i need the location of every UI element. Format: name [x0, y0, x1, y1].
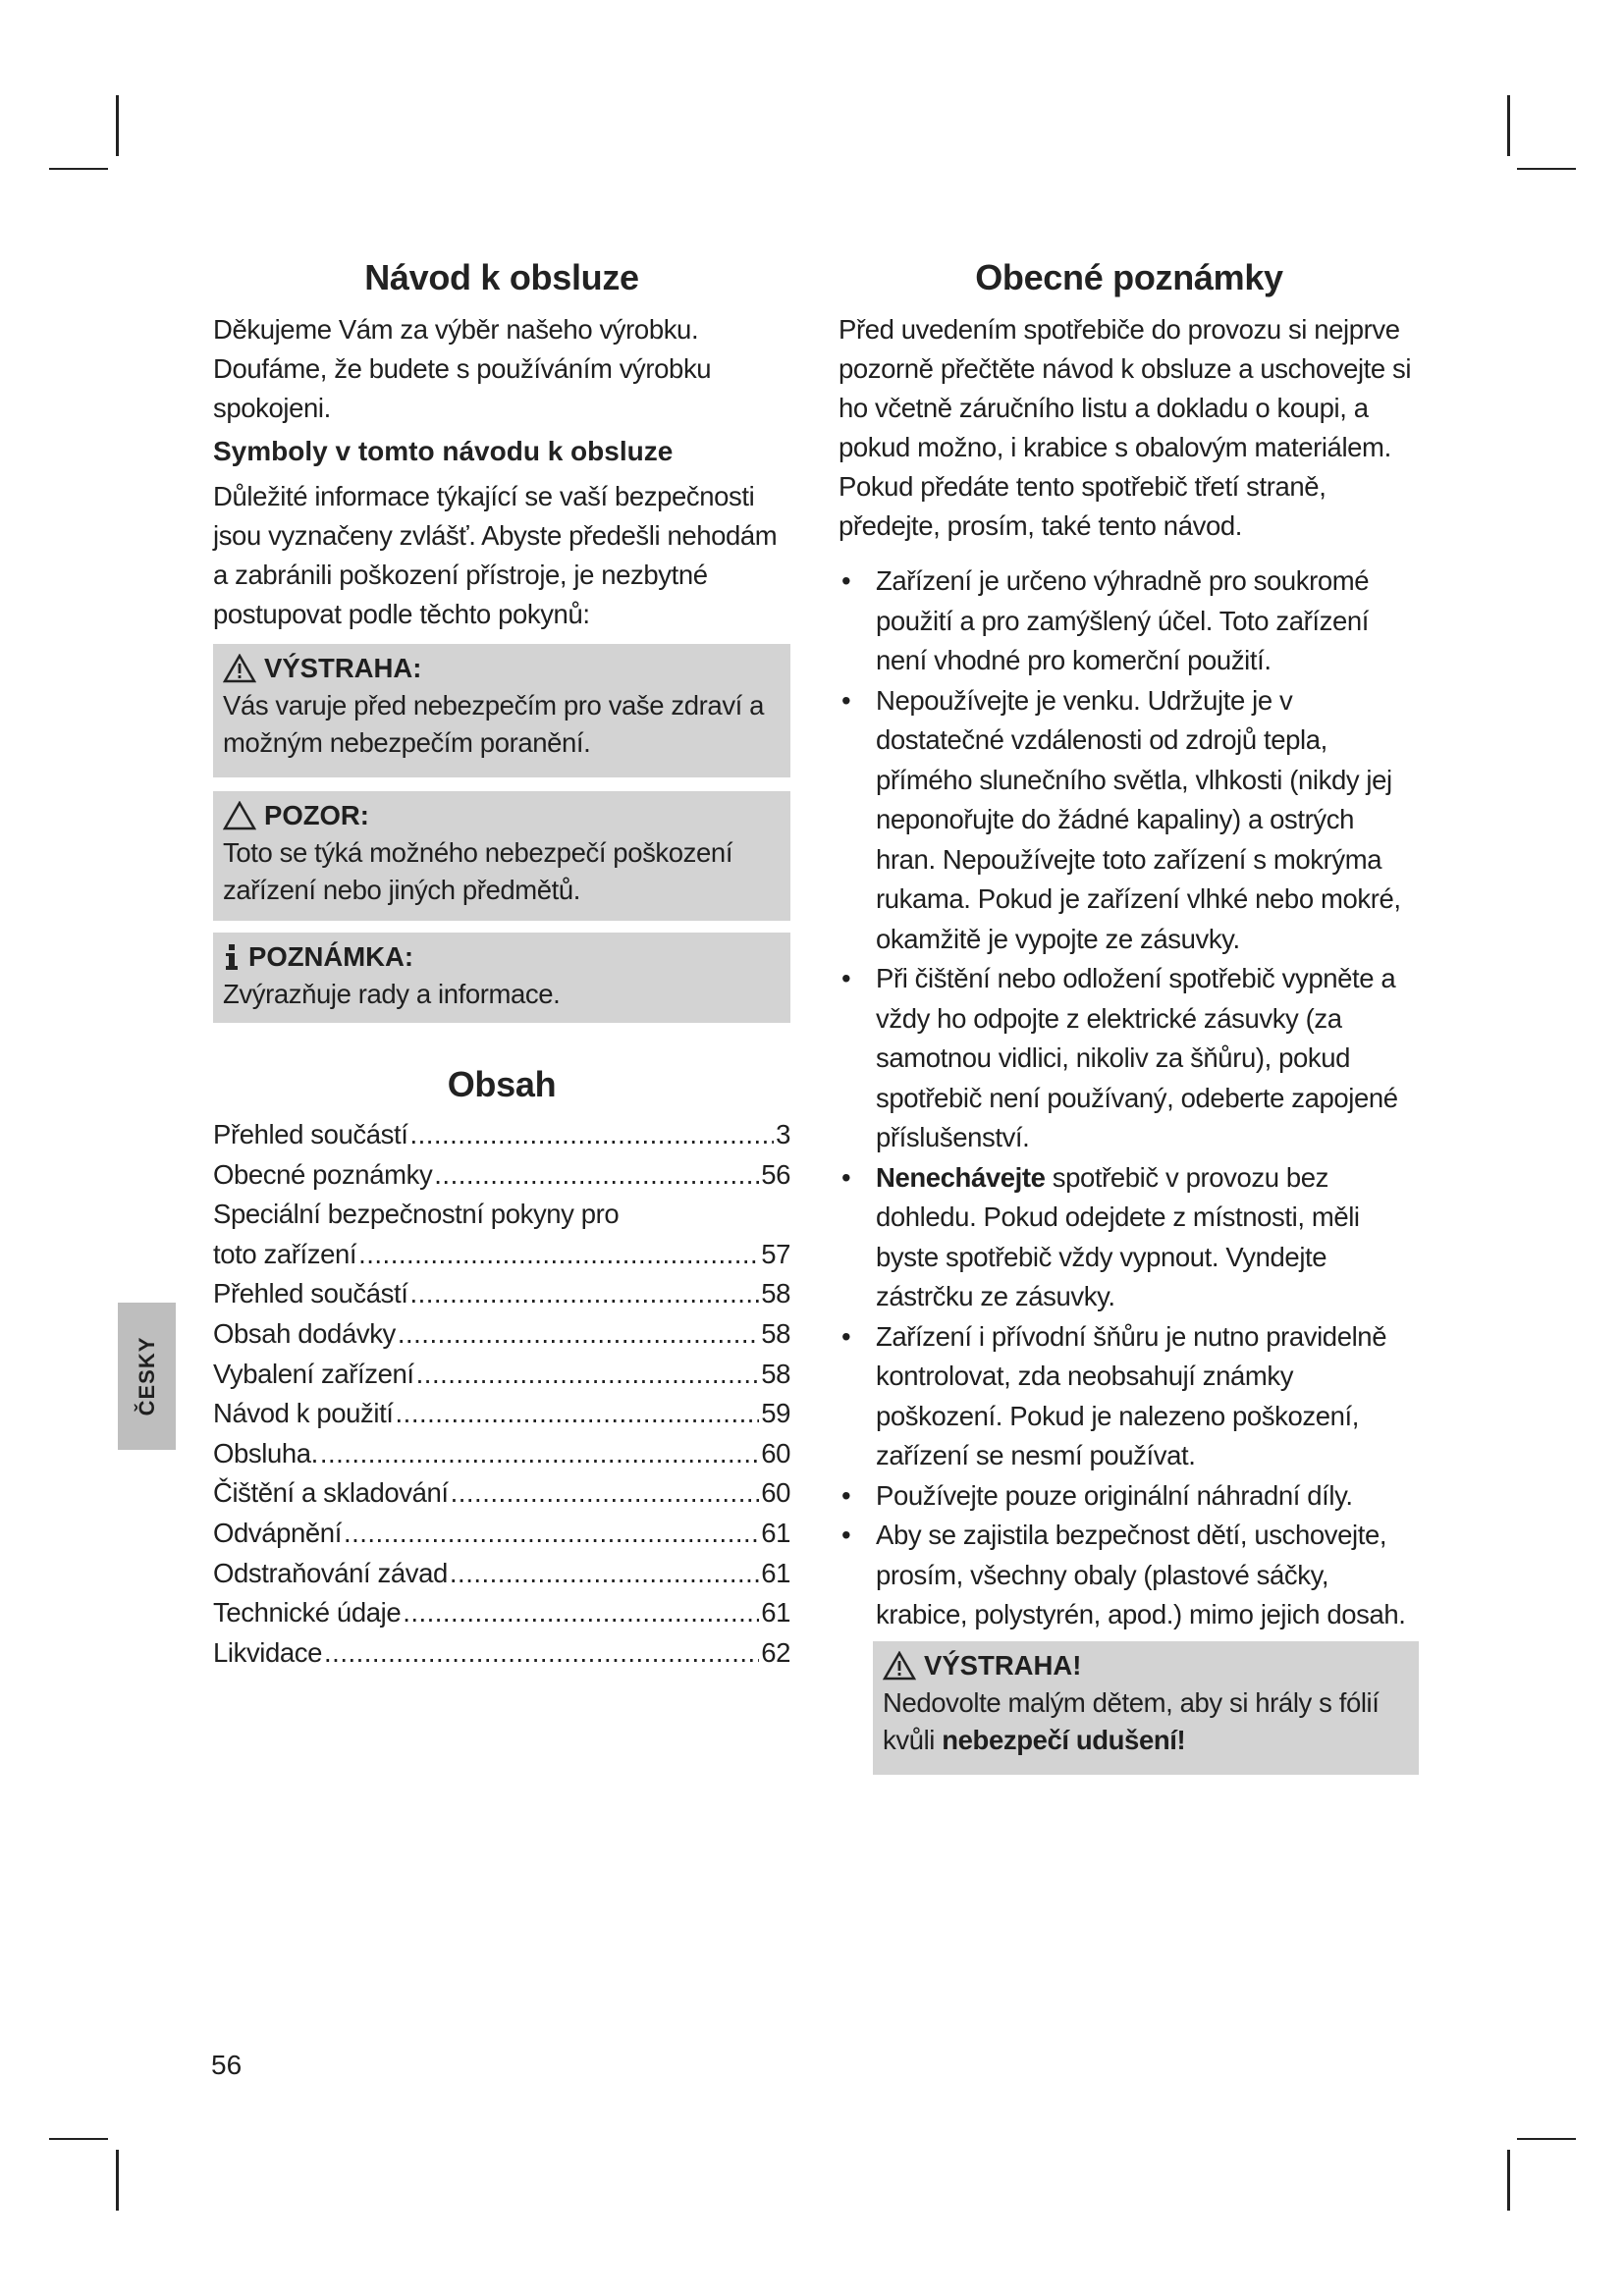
note-box — [213, 933, 790, 1023]
crop-mark — [116, 2150, 119, 2211]
toc-row[interactable]: Vybalení zařízení ..... 58 — [213, 1359, 790, 1399]
list-item: • Nepoužívejte je venku. Udržujte je v dostatečné vzdálenosti od zdrojů tepla, přímého slunečního světla, vlhkosti (nikdy jej neponořujte do žádné kapaliny) a ostrých hran. Nepoužívejte toto zařízení s mokrýma rukama. Pokud je zařízení vlhké nebo mokré, okamžitě je vypojte ze zásuvky. — [839, 681, 1420, 960]
toc-row[interactable]: Čištění a skladování ..... 60 — [213, 1477, 790, 1518]
crop-mark — [116, 95, 119, 156]
warning-title: VÝSTRAHA: — [264, 653, 422, 683]
page-title: Návod k obsluze — [364, 257, 639, 297]
child-warning-title: VÝSTRAHA! — [924, 1650, 1082, 1681]
list-item: • Nenechávejte spotřebič v provozu bez dohledu. Pokud odejdete z místnosti, měli byste spotřebič vždy vypnout. Vyndejte zástrčku ze zásuvky. — [839, 1158, 1420, 1317]
toc-row: Speciální bezpečnostní pokyny pro — [213, 1199, 620, 1230]
warning-icon — [223, 654, 256, 683]
toc-row[interactable]: Přehled součástí ..... 3 — [213, 1119, 790, 1159]
crop-mark — [1507, 95, 1510, 156]
symbols-heading: Symboly v tomto návodu k obsluze — [213, 436, 674, 466]
toc-row[interactable]: Odstraňování závad ..... 61 — [213, 1558, 790, 1598]
toc-row[interactable]: toto zařízení ..... 57 — [213, 1239, 790, 1279]
note-title: POZNÁMKA: — [248, 941, 414, 972]
crop-mark — [1517, 2138, 1576, 2140]
warning-icon — [883, 1651, 916, 1681]
language-tab-label: ČESKY — [134, 1336, 159, 1416]
list-item: • Používejte pouze originální náhradní díly. — [839, 1476, 1420, 1517]
safety-list — [839, 561, 1420, 1635]
table-of-contents — [213, 1119, 790, 1677]
caution-icon — [223, 801, 256, 830]
symbols-text: Důležité informace týkající se vaší bezpečnosti jsou vyznačeny zvlášť. Abyste předešli nehodám a zabránili poškození přístroje, je nezbytné postupovat podle těchto pokynů: — [213, 481, 778, 629]
toc-row[interactable]: Likvidace ..... 62 — [213, 1637, 790, 1678]
toc-row[interactable]: Přehled součástí ..... 58 — [213, 1278, 790, 1318]
toc-row[interactable]: Technické údaje ..... 61 — [213, 1597, 790, 1637]
warning-box — [213, 644, 790, 777]
page-number: 56 — [211, 2050, 243, 2080]
intro-text: Děkujeme Vám za výběr našeho výrobku. Doufáme, že budete s používáním výrobku spokojeni. — [213, 314, 712, 423]
toc-title: Obsah — [447, 1064, 557, 1104]
general-intro-text: Před uvedením spotřebiče do provozu si nejprve pozorně přečtěte návod k obsluze a uschovejte si ho včetně záručního listu a dokladu o koupi, a pokud možno, i krabice s obalovým materiálem. Pokud předáte tento spotřebič třetí straně, předejte, prosím, také tento návod. — [839, 314, 1412, 541]
language-tab — [118, 1303, 176, 1450]
list-item: • Aby se zajistila bezpečnost dětí, uschovejte, prosím, všechny obaly (plastové sáčky, krabice, polystyrén, apod.) mimo jejich dosah. — [839, 1516, 1420, 1635]
caution-title: POZOR: — [264, 800, 369, 830]
crop-mark — [49, 2138, 108, 2140]
list-item: • Zařízení i přívodní šňůru je nutno pravidelně kontrolovat, zda neobsahují známky poškození. Pokud je nalezeno poškození, zařízení se nesmí používat. — [839, 1317, 1420, 1476]
child-warning-box — [873, 1641, 1419, 1775]
caution-text: Toto se týká možného nebezpečí poškození zařízení nebo jiných předmětů. — [223, 837, 733, 905]
toc-row[interactable]: Návod k použití ..... 59 — [213, 1398, 790, 1438]
toc-row[interactable]: Obsah dodávky ..... 58 — [213, 1318, 790, 1359]
list-item: • Zařízení je určeno výhradně pro soukromé použití a pro zamýšlený účel. Toto zařízení není vhodné pro komerční použití. — [839, 561, 1420, 681]
info-icon — [223, 942, 241, 972]
warning-text: Vás varuje před nebezpečím pro vaše zdraví a možným nebezpečím poranění. — [223, 690, 765, 758]
caution-box — [213, 791, 790, 921]
section-title: Obecné poznámky — [975, 257, 1283, 297]
list-item: • Při čištění nebo odložení spotřebič vypněte a vždy ho odpojte z elektrické zásuvky (za samotnou vidlici, nikoliv za šňůru), pokud spotřebič není používaný, odeberte zapojené příslušenství. — [839, 959, 1420, 1158]
crop-mark — [49, 168, 108, 170]
child-warning-bold: nebezpečí udušení! — [942, 1725, 1186, 1755]
child-warning-text: Nedovolte malým dětem, aby si hrály s fólií kvůli nebezpečí udušení! — [883, 1687, 1380, 1755]
list-item-bold: Nenechávejte — [876, 1161, 1046, 1193]
toc-row[interactable]: Obecné poznámky ..... 56 — [213, 1159, 790, 1200]
toc-row[interactable]: Obsluha. ..... 60 — [213, 1438, 790, 1478]
note-text: Zvýrazňuje rady a informace. — [223, 979, 561, 1009]
crop-mark — [1517, 168, 1576, 170]
toc-row[interactable]: Odvápnění ..... 61 — [213, 1518, 790, 1558]
crop-mark — [1507, 2150, 1510, 2211]
